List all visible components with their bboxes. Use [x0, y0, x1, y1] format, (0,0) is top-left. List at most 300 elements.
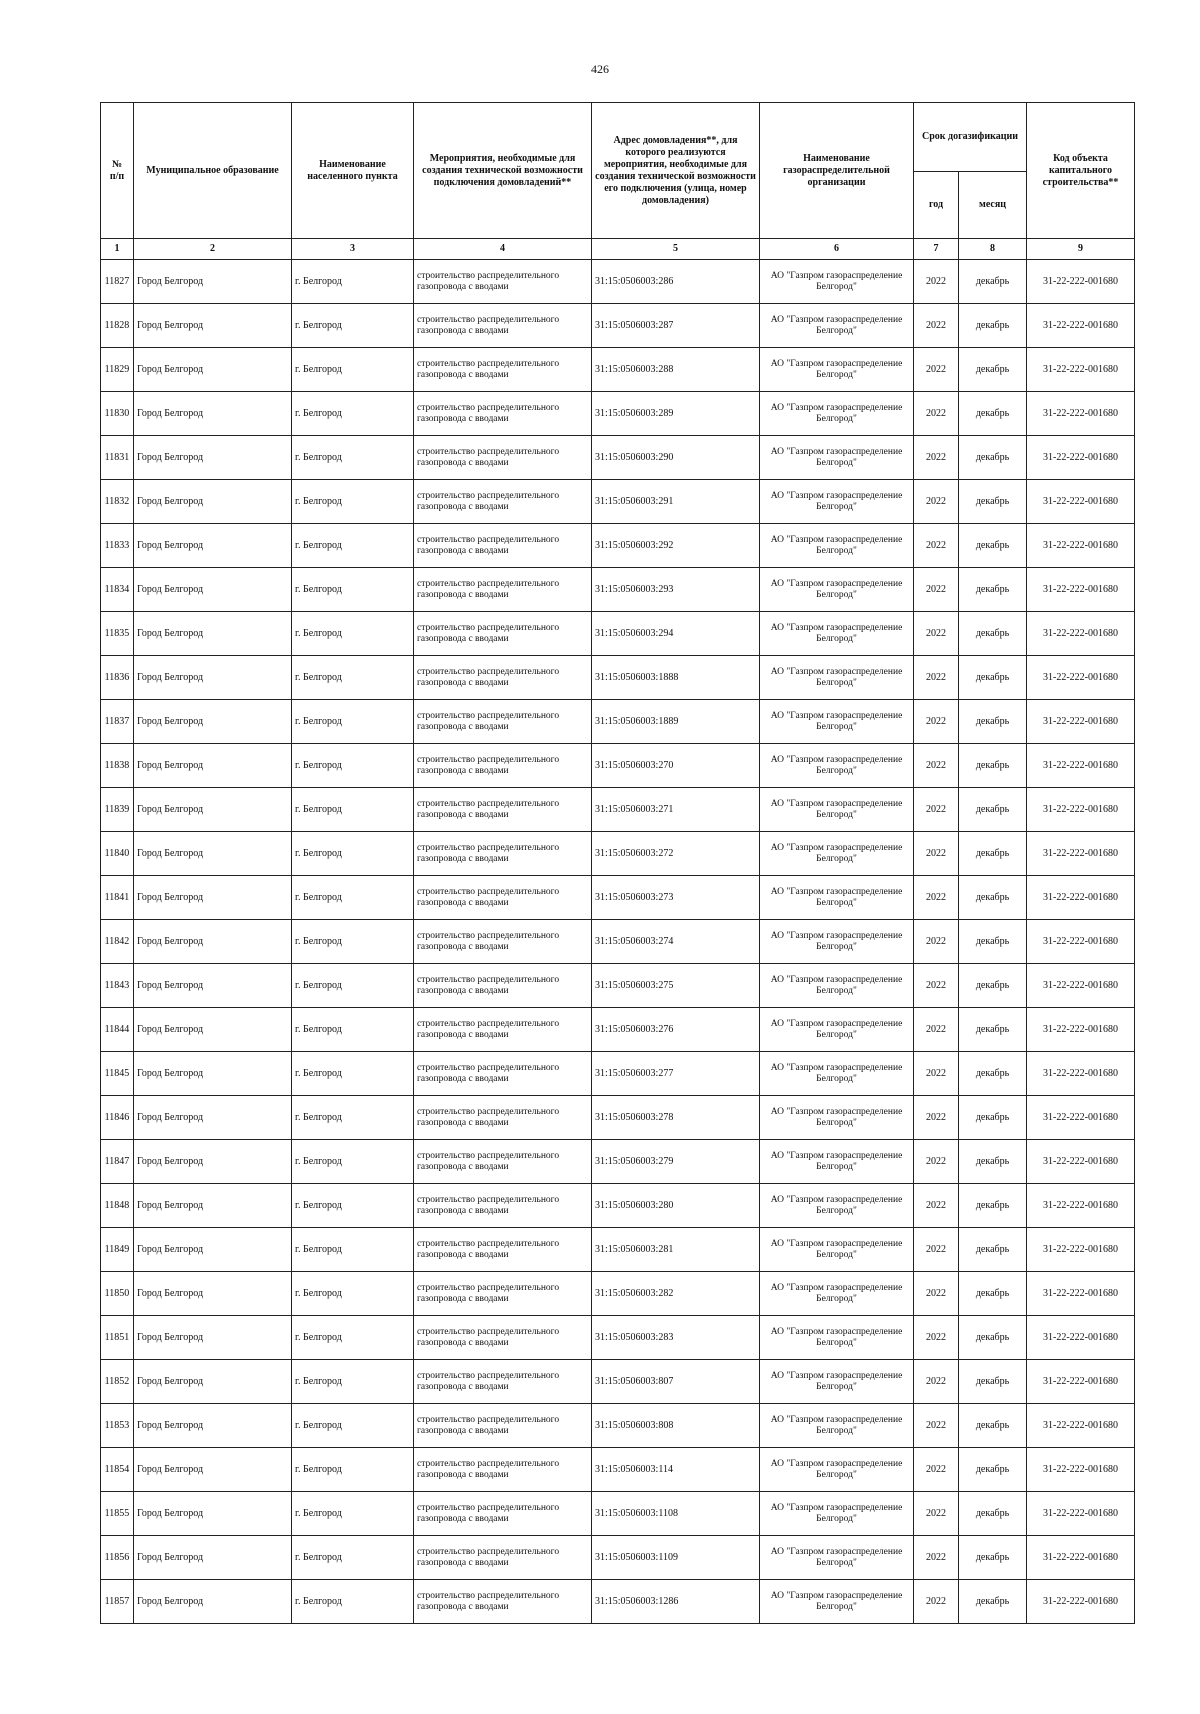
municipality-cell: Город Белгород [134, 612, 292, 656]
table-row [101, 1448, 1135, 1492]
table-row [101, 788, 1135, 832]
column-number: 4 [414, 239, 592, 260]
organization-cell: АО "Газпром газораспределение Белгород" [760, 1052, 914, 1096]
address-cell: 31:15:0506003:808 [592, 1404, 760, 1448]
object-code-cell: 31-22-222-001680 [1027, 612, 1135, 656]
row-number: 11844 [101, 1008, 134, 1052]
municipality-cell: Город Белгород [134, 524, 292, 568]
object-code-cell: 31-22-222-001680 [1027, 964, 1135, 1008]
object-code-cell: 31-22-222-001680 [1027, 1536, 1135, 1580]
municipality-cell: Город Белгород [134, 1052, 292, 1096]
month-cell: декабрь [959, 1008, 1027, 1052]
settlement-cell: г. Белгород [292, 348, 414, 392]
address-cell: 31:15:0506003:273 [592, 876, 760, 920]
object-code-cell: 31-22-222-001680 [1027, 524, 1135, 568]
municipality-cell: Город Белгород [134, 1316, 292, 1360]
settlement-cell: г. Белгород [292, 392, 414, 436]
header-num: № п/п [101, 103, 134, 239]
settlement-cell: г. Белгород [292, 1536, 414, 1580]
row-number: 11845 [101, 1052, 134, 1096]
municipality-cell: Город Белгород [134, 568, 292, 612]
table-row [101, 436, 1135, 480]
row-number: 11850 [101, 1272, 134, 1316]
month-cell: декабрь [959, 1052, 1027, 1096]
header-code: Код объекта капитального строительства** [1027, 103, 1135, 239]
row-number: 11834 [101, 568, 134, 612]
year-cell: 2022 [914, 524, 959, 568]
table-row [101, 1272, 1135, 1316]
address-cell: 31:15:0506003:282 [592, 1272, 760, 1316]
month-cell: декабрь [959, 876, 1027, 920]
month-cell: декабрь [959, 524, 1027, 568]
address-cell: 31:15:0506003:283 [592, 1316, 760, 1360]
address-cell: 31:15:0506003:271 [592, 788, 760, 832]
year-cell: 2022 [914, 304, 959, 348]
month-cell: декабрь [959, 1580, 1027, 1624]
object-code-cell: 31-22-222-001680 [1027, 788, 1135, 832]
object-code-cell: 31-22-222-001680 [1027, 568, 1135, 612]
measure-cell: строительство распределительного газопровода с вводами [414, 700, 592, 744]
address-cell: 31:15:0506003:1286 [592, 1580, 760, 1624]
month-cell: декабрь [959, 612, 1027, 656]
row-number: 11843 [101, 964, 134, 1008]
table-row [101, 700, 1135, 744]
row-number: 11836 [101, 656, 134, 700]
municipality-cell: Город Белгород [134, 348, 292, 392]
organization-cell: АО "Газпром газораспределение Белгород" [760, 832, 914, 876]
municipality-cell: Город Белгород [134, 1008, 292, 1052]
year-cell: 2022 [914, 656, 959, 700]
year-cell: 2022 [914, 788, 959, 832]
organization-cell: АО "Газпром газораспределение Белгород" [760, 1272, 914, 1316]
object-code-cell: 31-22-222-001680 [1027, 260, 1135, 304]
month-cell: декабрь [959, 1492, 1027, 1536]
address-cell: 31:15:0506003:1888 [592, 656, 760, 700]
settlement-cell: г. Белгород [292, 524, 414, 568]
row-number: 11849 [101, 1228, 134, 1272]
table-row [101, 260, 1135, 304]
municipality-cell: Город Белгород [134, 1228, 292, 1272]
month-cell: декабрь [959, 1272, 1027, 1316]
row-number: 11846 [101, 1096, 134, 1140]
header-municipality: Муниципальное образование [134, 103, 292, 239]
measure-cell: строительство распределительного газопровода с вводами [414, 348, 592, 392]
settlement-cell: г. Белгород [292, 1272, 414, 1316]
municipality-cell: Город Белгород [134, 744, 292, 788]
organization-cell: АО "Газпром газораспределение Белгород" [760, 1096, 914, 1140]
object-code-cell: 31-22-222-001680 [1027, 700, 1135, 744]
object-code-cell: 31-22-222-001680 [1027, 876, 1135, 920]
header-address: Адрес домовладения**, для которого реализуются мероприятия, необходимые для создания технической возможности его подключения (улица, номер домовладения) [592, 103, 760, 239]
measure-cell: строительство распределительного газопровода с вводами [414, 1448, 592, 1492]
address-cell: 31:15:0506003:1109 [592, 1536, 760, 1580]
organization-cell: АО "Газпром газораспределение Белгород" [760, 700, 914, 744]
row-number: 11855 [101, 1492, 134, 1536]
organization-cell: АО "Газпром газораспределение Белгород" [760, 568, 914, 612]
header-month: месяц [959, 172, 1027, 239]
table-row [101, 348, 1135, 392]
settlement-cell: г. Белгород [292, 1316, 414, 1360]
settlement-cell: г. Белгород [292, 744, 414, 788]
row-number: 11839 [101, 788, 134, 832]
measure-cell: строительство распределительного газопровода с вводами [414, 260, 592, 304]
organization-cell: АО "Газпром газораспределение Белгород" [760, 1448, 914, 1492]
year-cell: 2022 [914, 832, 959, 876]
object-code-cell: 31-22-222-001680 [1027, 1404, 1135, 1448]
month-cell: декабрь [959, 1448, 1027, 1492]
settlement-cell: г. Белгород [292, 1140, 414, 1184]
municipality-cell: Город Белгород [134, 1580, 292, 1624]
object-code-cell: 31-22-222-001680 [1027, 920, 1135, 964]
measure-cell: строительство распределительного газопровода с вводами [414, 1008, 592, 1052]
object-code-cell: 31-22-222-001680 [1027, 1140, 1135, 1184]
municipality-cell: Город Белгород [134, 436, 292, 480]
measure-cell: строительство распределительного газопровода с вводами [414, 1140, 592, 1184]
table-row [101, 964, 1135, 1008]
settlement-cell: г. Белгород [292, 920, 414, 964]
column-number: 2 [134, 239, 292, 260]
table-row [101, 524, 1135, 568]
address-cell: 31:15:0506003:277 [592, 1052, 760, 1096]
measure-cell: строительство распределительного газопровода с вводами [414, 1316, 592, 1360]
year-cell: 2022 [914, 700, 959, 744]
column-number: 8 [959, 239, 1027, 260]
object-code-cell: 31-22-222-001680 [1027, 304, 1135, 348]
settlement-cell: г. Белгород [292, 1360, 414, 1404]
table-row [101, 1184, 1135, 1228]
month-cell: декабрь [959, 1316, 1027, 1360]
table-row [101, 1228, 1135, 1272]
table-row [101, 568, 1135, 612]
year-cell: 2022 [914, 1096, 959, 1140]
measure-cell: строительство распределительного газопровода с вводами [414, 920, 592, 964]
table-row [101, 1580, 1135, 1624]
year-cell: 2022 [914, 1316, 959, 1360]
object-code-cell: 31-22-222-001680 [1027, 1228, 1135, 1272]
object-code-cell: 31-22-222-001680 [1027, 744, 1135, 788]
header-row [101, 103, 1135, 172]
object-code-cell: 31-22-222-001680 [1027, 436, 1135, 480]
column-number: 1 [101, 239, 134, 260]
measure-cell: строительство распределительного газопровода с вводами [414, 392, 592, 436]
table-row [101, 744, 1135, 788]
row-number: 11854 [101, 1448, 134, 1492]
organization-cell: АО "Газпром газораспределение Белгород" [760, 1492, 914, 1536]
header-settlement: Наименование населенного пункта [292, 103, 414, 239]
settlement-cell: г. Белгород [292, 1580, 414, 1624]
settlement-cell: г. Белгород [292, 1096, 414, 1140]
table-row [101, 1360, 1135, 1404]
table-row [101, 876, 1135, 920]
year-cell: 2022 [914, 612, 959, 656]
row-number: 11841 [101, 876, 134, 920]
measure-cell: строительство распределительного газопровода с вводами [414, 304, 592, 348]
object-code-cell: 31-22-222-001680 [1027, 1096, 1135, 1140]
organization-cell: АО "Газпром газораспределение Белгород" [760, 656, 914, 700]
object-code-cell: 31-22-222-001680 [1027, 1272, 1135, 1316]
table-row [101, 1096, 1135, 1140]
row-number: 11840 [101, 832, 134, 876]
measure-cell: строительство распределительного газопровода с вводами [414, 832, 592, 876]
settlement-cell: г. Белгород [292, 832, 414, 876]
measure-cell: строительство распределительного газопровода с вводами [414, 1492, 592, 1536]
month-cell: декабрь [959, 656, 1027, 700]
measure-cell: строительство распределительного газопровода с вводами [414, 1404, 592, 1448]
month-cell: декабрь [959, 1360, 1027, 1404]
row-number: 11837 [101, 700, 134, 744]
year-cell: 2022 [914, 1536, 959, 1580]
organization-cell: АО "Газпром газораспределение Белгород" [760, 1580, 914, 1624]
object-code-cell: 31-22-222-001680 [1027, 1008, 1135, 1052]
month-cell: декабрь [959, 744, 1027, 788]
municipality-cell: Город Белгород [134, 260, 292, 304]
settlement-cell: г. Белгород [292, 788, 414, 832]
organization-cell: АО "Газпром газораспределение Белгород" [760, 876, 914, 920]
year-cell: 2022 [914, 876, 959, 920]
month-cell: декабрь [959, 260, 1027, 304]
row-number: 11856 [101, 1536, 134, 1580]
settlement-cell: г. Белгород [292, 1404, 414, 1448]
year-cell: 2022 [914, 1052, 959, 1096]
measure-cell: строительство распределительного газопровода с вводами [414, 1360, 592, 1404]
municipality-cell: Город Белгород [134, 1096, 292, 1140]
row-number: 11829 [101, 348, 134, 392]
address-cell: 31:15:0506003:281 [592, 1228, 760, 1272]
address-cell: 31:15:0506003:1108 [592, 1492, 760, 1536]
header-org: Наименование газораспределительной организации [760, 103, 914, 239]
settlement-cell: г. Белгород [292, 1008, 414, 1052]
address-cell: 31:15:0506003:276 [592, 1008, 760, 1052]
row-number: 11831 [101, 436, 134, 480]
settlement-cell: г. Белгород [292, 700, 414, 744]
organization-cell: АО "Газпром газораспределение Белгород" [760, 744, 914, 788]
settlement-cell: г. Белгород [292, 568, 414, 612]
address-cell: 31:15:0506003:286 [592, 260, 760, 304]
measure-cell: строительство распределительного газопровода с вводами [414, 480, 592, 524]
organization-cell: АО "Газпром газораспределение Белгород" [760, 1184, 914, 1228]
gasification-table [100, 102, 1135, 1624]
table-body [101, 260, 1135, 1624]
object-code-cell: 31-22-222-001680 [1027, 1184, 1135, 1228]
organization-cell: АО "Газпром газораспределение Белгород" [760, 920, 914, 964]
table-row [101, 1536, 1135, 1580]
organization-cell: АО "Газпром газораспределение Белгород" [760, 964, 914, 1008]
year-cell: 2022 [914, 260, 959, 304]
year-cell: 2022 [914, 1580, 959, 1624]
row-number: 11853 [101, 1404, 134, 1448]
row-number: 11830 [101, 392, 134, 436]
address-cell: 31:15:0506003:280 [592, 1184, 760, 1228]
month-cell: декабрь [959, 1404, 1027, 1448]
table-row [101, 1140, 1135, 1184]
year-cell: 2022 [914, 348, 959, 392]
table-row [101, 656, 1135, 700]
year-cell: 2022 [914, 436, 959, 480]
address-cell: 31:15:0506003:270 [592, 744, 760, 788]
organization-cell: АО "Газпром газораспределение Белгород" [760, 1008, 914, 1052]
month-cell: декабрь [959, 1184, 1027, 1228]
measure-cell: строительство распределительного газопровода с вводами [414, 1184, 592, 1228]
measure-cell: строительство распределительного газопровода с вводами [414, 1052, 592, 1096]
month-cell: декабрь [959, 1536, 1027, 1580]
municipality-cell: Город Белгород [134, 392, 292, 436]
measure-cell: строительство распределительного газопровода с вводами [414, 1580, 592, 1624]
year-cell: 2022 [914, 1448, 959, 1492]
object-code-cell: 31-22-222-001680 [1027, 480, 1135, 524]
organization-cell: АО "Газпром газораспределение Белгород" [760, 1536, 914, 1580]
header-term: Срок догазификации [914, 103, 1027, 172]
municipality-cell: Город Белгород [134, 656, 292, 700]
organization-cell: АО "Газпром газораспределение Белгород" [760, 304, 914, 348]
settlement-cell: г. Белгород [292, 876, 414, 920]
address-cell: 31:15:0506003:114 [592, 1448, 760, 1492]
row-number: 11833 [101, 524, 134, 568]
month-cell: декабрь [959, 304, 1027, 348]
month-cell: декабрь [959, 1140, 1027, 1184]
row-number: 11842 [101, 920, 134, 964]
address-cell: 31:15:0506003:274 [592, 920, 760, 964]
address-cell: 31:15:0506003:288 [592, 348, 760, 392]
year-cell: 2022 [914, 1140, 959, 1184]
address-cell: 31:15:0506003:287 [592, 304, 760, 348]
measure-cell: строительство распределительного газопровода с вводами [414, 1536, 592, 1580]
settlement-cell: г. Белгород [292, 304, 414, 348]
month-cell: декабрь [959, 348, 1027, 392]
row-number: 11851 [101, 1316, 134, 1360]
organization-cell: АО "Газпром газораспределение Белгород" [760, 1140, 914, 1184]
measure-cell: строительство распределительного газопровода с вводами [414, 656, 592, 700]
row-number: 11828 [101, 304, 134, 348]
measure-cell: строительство распределительного газопровода с вводами [414, 568, 592, 612]
organization-cell: АО "Газпром газораспределение Белгород" [760, 348, 914, 392]
row-number: 11835 [101, 612, 134, 656]
object-code-cell: 31-22-222-001680 [1027, 348, 1135, 392]
address-cell: 31:15:0506003:272 [592, 832, 760, 876]
address-cell: 31:15:0506003:807 [592, 1360, 760, 1404]
measure-cell: строительство распределительного газопровода с вводами [414, 1096, 592, 1140]
organization-cell: АО "Газпром газораспределение Белгород" [760, 788, 914, 832]
settlement-cell: г. Белгород [292, 612, 414, 656]
year-cell: 2022 [914, 1228, 959, 1272]
object-code-cell: 31-22-222-001680 [1027, 1580, 1135, 1624]
organization-cell: АО "Газпром газораспределение Белгород" [760, 392, 914, 436]
header-year: год [914, 172, 959, 239]
measure-cell: строительство распределительного газопровода с вводами [414, 1272, 592, 1316]
row-number: 11838 [101, 744, 134, 788]
organization-cell: АО "Газпром газораспределение Белгород" [760, 436, 914, 480]
column-number: 5 [592, 239, 760, 260]
row-number: 11847 [101, 1140, 134, 1184]
settlement-cell: г. Белгород [292, 1492, 414, 1536]
month-cell: декабрь [959, 832, 1027, 876]
month-cell: декабрь [959, 700, 1027, 744]
object-code-cell: 31-22-222-001680 [1027, 392, 1135, 436]
address-cell: 31:15:0506003:275 [592, 964, 760, 1008]
column-number: 3 [292, 239, 414, 260]
municipality-cell: Город Белгород [134, 876, 292, 920]
table-row [101, 920, 1135, 964]
address-cell: 31:15:0506003:289 [592, 392, 760, 436]
municipality-cell: Город Белгород [134, 480, 292, 524]
table-row [101, 832, 1135, 876]
year-cell: 2022 [914, 1008, 959, 1052]
object-code-cell: 31-22-222-001680 [1027, 1448, 1135, 1492]
year-cell: 2022 [914, 1404, 959, 1448]
year-cell: 2022 [914, 1360, 959, 1404]
table-row [101, 1492, 1135, 1536]
municipality-cell: Город Белгород [134, 832, 292, 876]
table-row [101, 1052, 1135, 1096]
month-cell: декабрь [959, 788, 1027, 832]
address-cell: 31:15:0506003:290 [592, 436, 760, 480]
year-cell: 2022 [914, 920, 959, 964]
month-cell: декабрь [959, 392, 1027, 436]
settlement-cell: г. Белгород [292, 656, 414, 700]
municipality-cell: Город Белгород [134, 964, 292, 1008]
object-code-cell: 31-22-222-001680 [1027, 1492, 1135, 1536]
table-row [101, 1008, 1135, 1052]
year-cell: 2022 [914, 744, 959, 788]
month-cell: декабрь [959, 480, 1027, 524]
column-number: 9 [1027, 239, 1135, 260]
header-measures: Мероприятия, необходимые для создания технической возможности подключения домовладений** [414, 103, 592, 239]
row-number: 11832 [101, 480, 134, 524]
year-cell: 2022 [914, 480, 959, 524]
month-cell: декабрь [959, 1096, 1027, 1140]
settlement-cell: г. Белгород [292, 1228, 414, 1272]
table-row [101, 304, 1135, 348]
address-cell: 31:15:0506003:278 [592, 1096, 760, 1140]
measure-cell: строительство распределительного газопровода с вводами [414, 876, 592, 920]
municipality-cell: Город Белгород [134, 1360, 292, 1404]
year-cell: 2022 [914, 1492, 959, 1536]
page-number: 426 [591, 62, 609, 76]
organization-cell: АО "Газпром газораспределение Белгород" [760, 1228, 914, 1272]
month-cell: декабрь [959, 964, 1027, 1008]
address-cell: 31:15:0506003:291 [592, 480, 760, 524]
year-cell: 2022 [914, 1184, 959, 1228]
address-cell: 31:15:0506003:292 [592, 524, 760, 568]
organization-cell: АО "Газпром газораспределение Белгород" [760, 260, 914, 304]
object-code-cell: 31-22-222-001680 [1027, 1052, 1135, 1096]
measure-cell: строительство распределительного газопровода с вводами [414, 744, 592, 788]
organization-cell: АО "Газпром газораспределение Белгород" [760, 1316, 914, 1360]
column-numbers-row [101, 239, 1135, 260]
month-cell: декабрь [959, 920, 1027, 964]
month-cell: декабрь [959, 1228, 1027, 1272]
object-code-cell: 31-22-222-001680 [1027, 656, 1135, 700]
municipality-cell: Город Белгород [134, 920, 292, 964]
municipality-cell: Город Белгород [134, 1404, 292, 1448]
row-number: 11827 [101, 260, 134, 304]
year-cell: 2022 [914, 392, 959, 436]
object-code-cell: 31-22-222-001680 [1027, 1316, 1135, 1360]
table-row [101, 612, 1135, 656]
settlement-cell: г. Белгород [292, 1184, 414, 1228]
organization-cell: АО "Газпром газораспределение Белгород" [760, 612, 914, 656]
table-row [101, 1404, 1135, 1448]
settlement-cell: г. Белгород [292, 1052, 414, 1096]
municipality-cell: Город Белгород [134, 700, 292, 744]
object-code-cell: 31-22-222-001680 [1027, 1360, 1135, 1404]
measure-cell: строительство распределительного газопровода с вводами [414, 964, 592, 1008]
month-cell: декабрь [959, 568, 1027, 612]
organization-cell: АО "Газпром газораспределение Белгород" [760, 1360, 914, 1404]
measure-cell: строительство распределительного газопровода с вводами [414, 436, 592, 480]
row-number: 11848 [101, 1184, 134, 1228]
settlement-cell: г. Белгород [292, 1448, 414, 1492]
column-number: 6 [760, 239, 914, 260]
